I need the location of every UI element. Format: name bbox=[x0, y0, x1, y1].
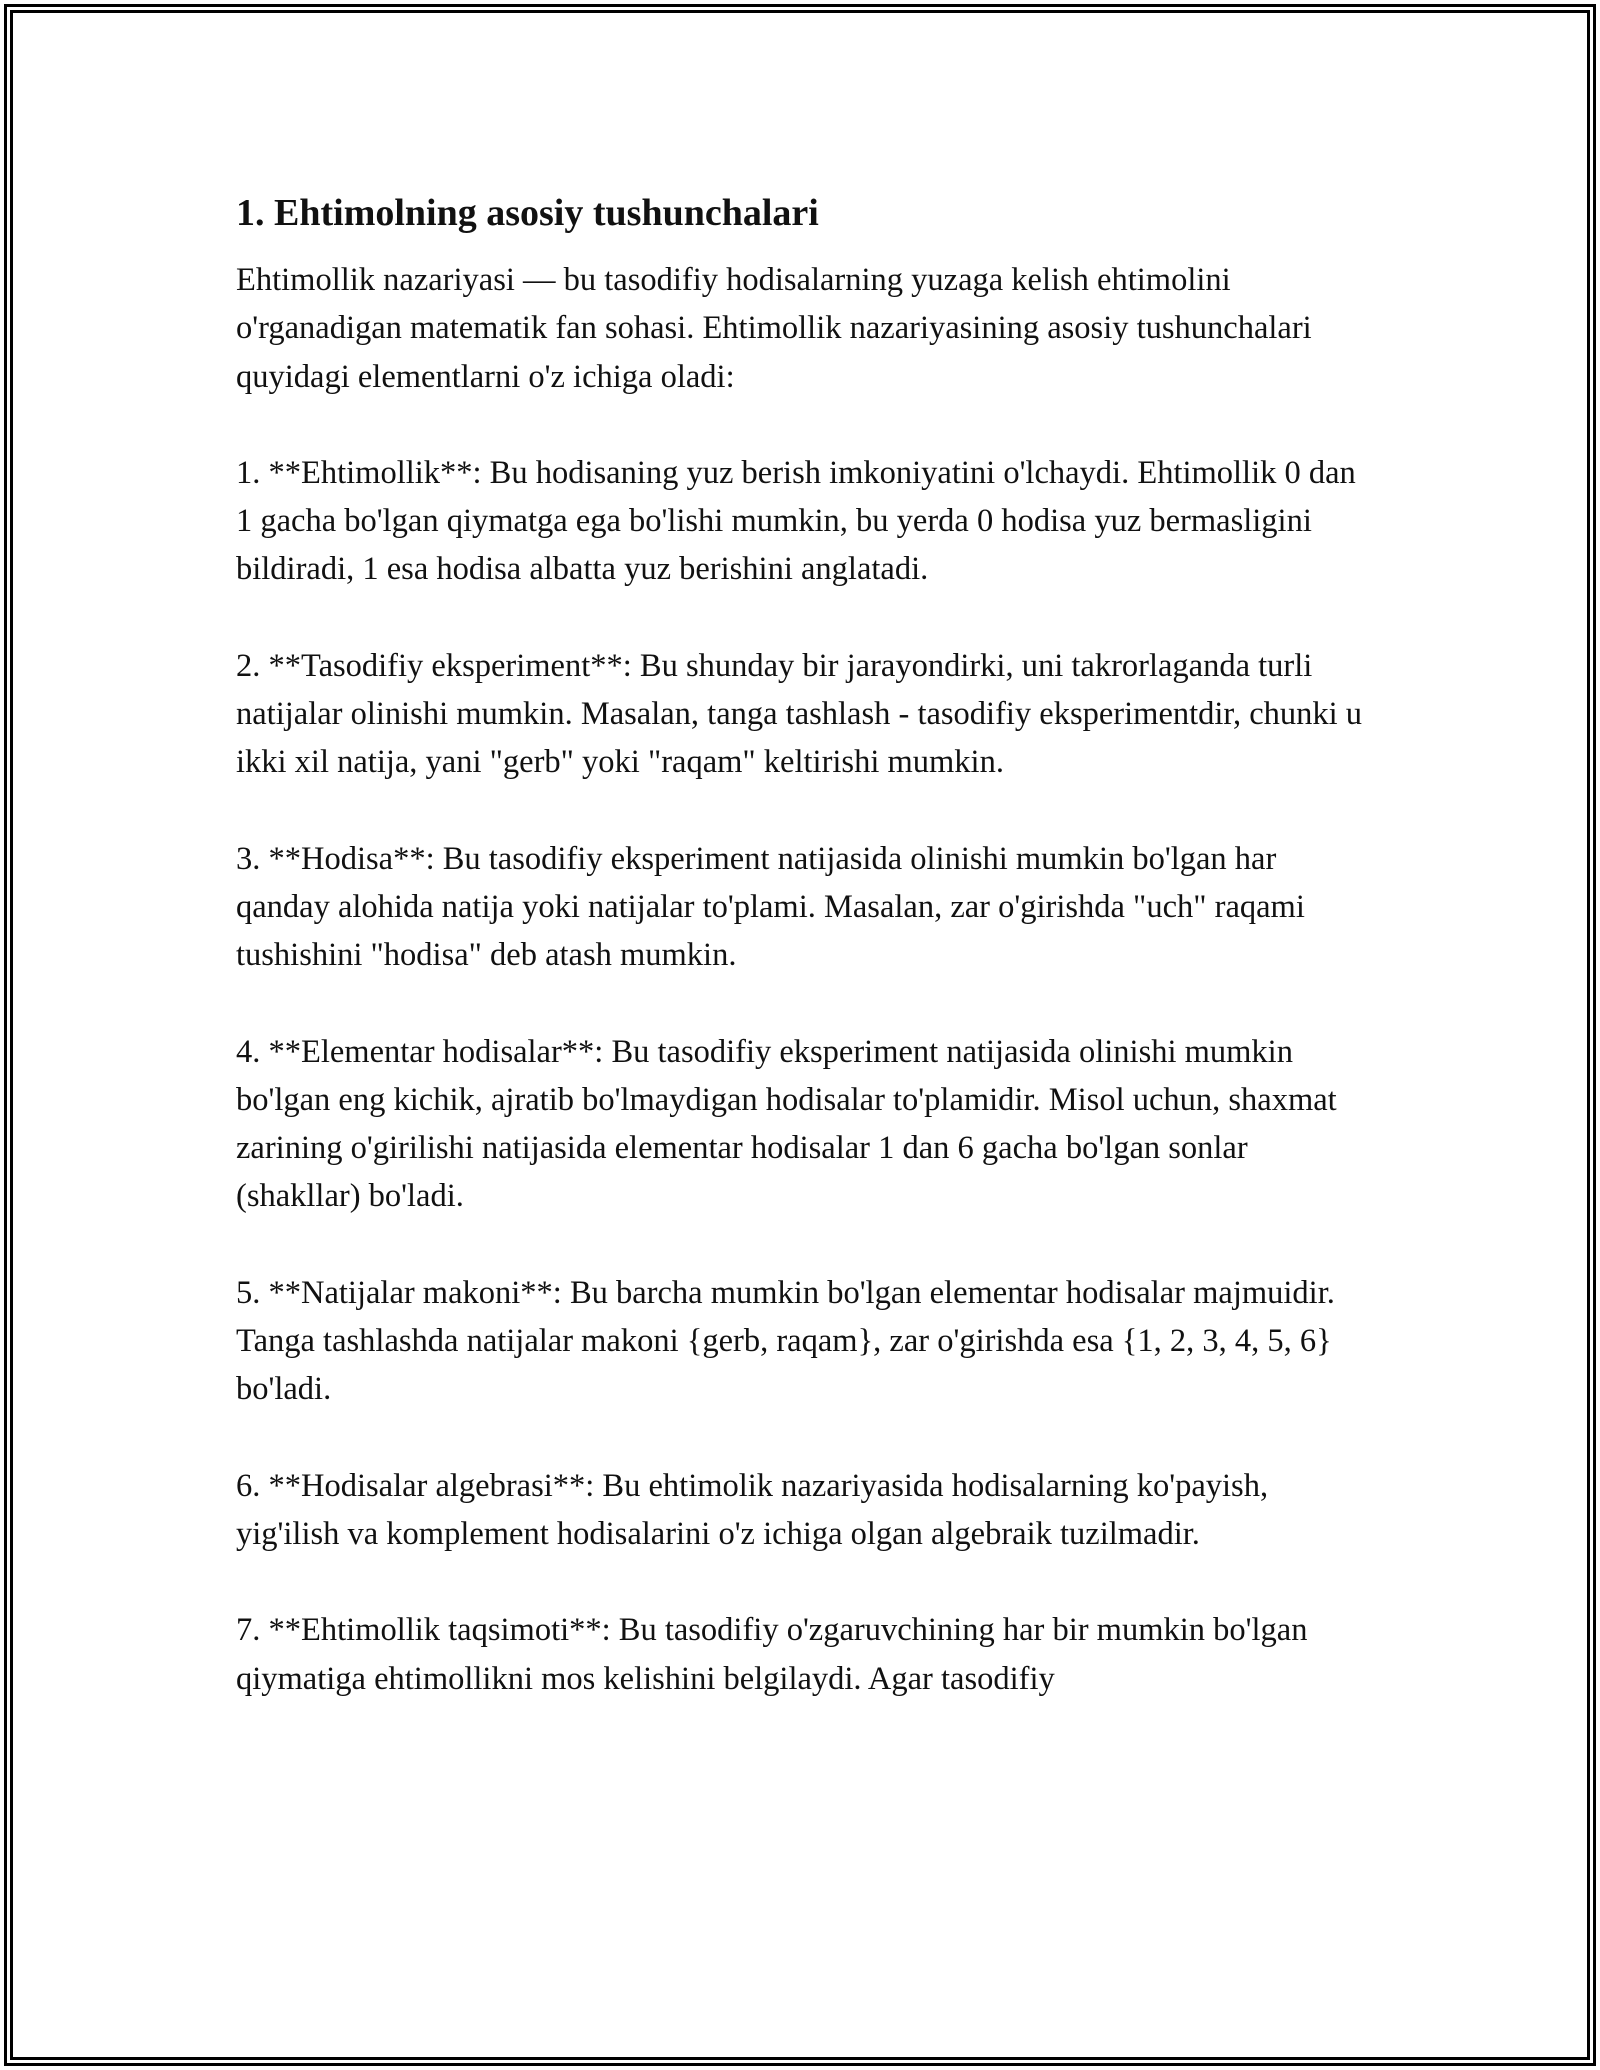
section-heading: 1. Ehtimolning asosiy tushunchalari bbox=[236, 192, 819, 234]
list-item-elementar-hodisalar: 4. **Elementar hodisalar**: Bu tasodifiy eksperiment natijasida olinishi mumkin bo'lgan eng kichik, ajratib bo'lmaydigan hodisalar to'plamidir. Misol uchun, shaxmat zarining o'girilishi natijasida elementar hodisalar 1 dan 6 gacha bo'lgan sonlar (shakllar) bo'ladi. bbox=[236, 1033, 1337, 1215]
list-item-hodisa: 3. **Hodisa**: Bu tasodifiy eksperiment natijasida olinishi mumkin bo'lgan har qanday alohida natija yoki natijalar to'plami. Masalan, zar o'girishda "uch" raqami tushishini "hodisa" deb atash mumkin. bbox=[236, 840, 1305, 974]
list-item-hodisalar-algebrasi: 6. **Hodisalar algebrasi**: Bu ehtimolik nazariyasida hodisalarning ko'payish, yig'ilish va komplement hodisalarini o'z ichiga olgan algebraik tuzilmadir. bbox=[236, 1467, 1269, 1552]
intro-paragraph: Ehtimollik nazariyasi — bu tasodifiy hodisalarning yuzaga kelish ehtimolini o'rganadigan matematik fan sohasi. Ehtimollik nazariyasining asosiy tushunchalari quyidagi elementlarni o'z ichiga oladi: bbox=[236, 262, 1312, 395]
list-item-ehtimollik: 1. **Ehtimollik**: Bu hodisaning yuz berish imkoniyatini o'lchaydi. Ehtimollik 0 dan 1 gacha bo'lgan qiymatga ega bo'lishi mumkin, bu yerda 0 hodisa yuz bermasligini bildiradi, 1 esa hodisa albatta yuz berishini anglatadi. bbox=[236, 454, 1356, 588]
list-item-natijalar-makoni: 5. **Natijalar makoni**: Bu barcha mumkin bo'lgan elementar hodisalar majmuidir. Tanga tashlashda natijalar makoni {gerb, raqam}, zar o'girishda esa {1, 2, 3, 4, 5, 6} bo'ladi. bbox=[236, 1274, 1335, 1408]
list-item-ehtimollik-taqsimoti: 7. **Ehtimollik taqsimoti**: Bu tasodifiy o'zgaruvchining har bir mumkin bo'lgan qiymatiga ehtimollikni mos kelishini belgilaydi. Agar tasodifiy bbox=[236, 1612, 1308, 1697]
list-item-tasodifiy-eksperiment: 2. **Tasodifiy eksperiment**: Bu shunday bir jarayondirki, uni takrorlaganda turli natijalar olinishi mumkin. Masalan, tanga tashlash - tasodifiy eksperimentdir, chunki u ikki xil natija, yani "gerb" yoki "raqam" keltirishi mumkin. bbox=[236, 647, 1363, 781]
document-body bbox=[236, 188, 1366, 1703]
